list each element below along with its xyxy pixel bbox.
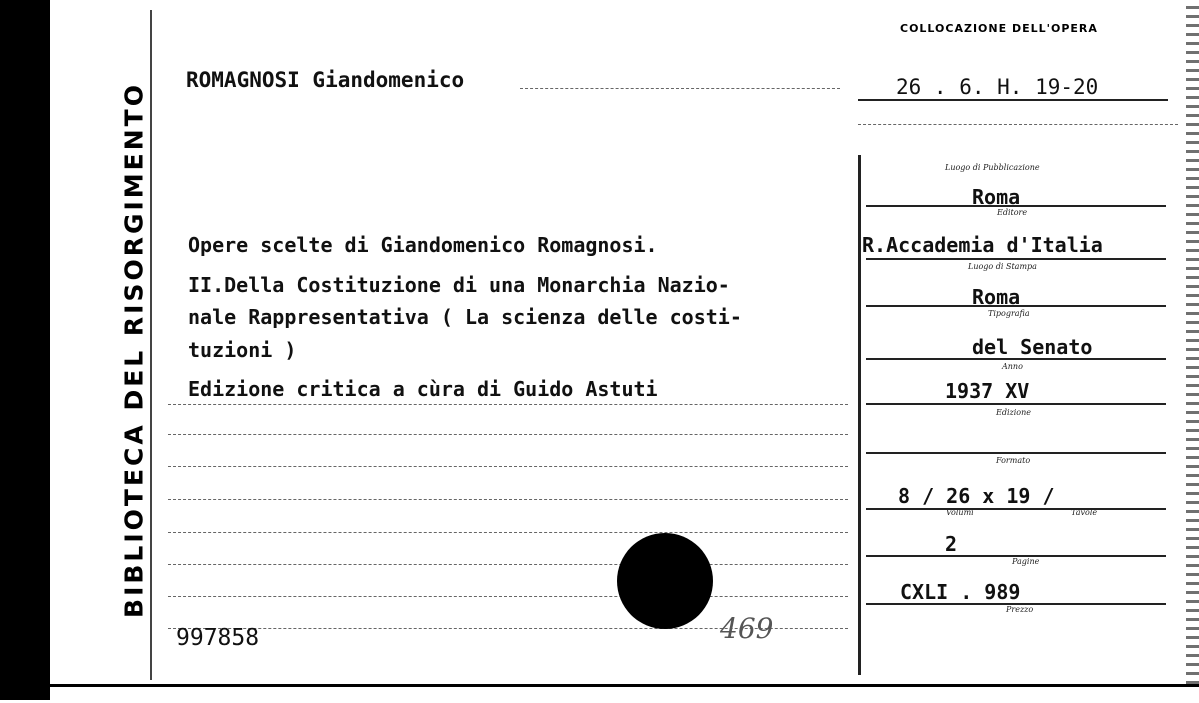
card-bottom-edge <box>50 684 1199 703</box>
margin-rule <box>150 10 152 680</box>
body-rule-4 <box>168 499 848 500</box>
year-rule <box>866 403 1166 405</box>
title-line-1: Opere scelte di Giandomenico Romagnosi. <box>188 233 658 257</box>
location-header: COLLOCAZIONE DELL'OPERA <box>900 22 1098 35</box>
shelfmark-rule-2 <box>858 124 1178 125</box>
shelfmark: 26 . 6. H. 19-20 <box>896 75 1099 99</box>
body-rule-2 <box>168 434 848 435</box>
shelfmark-rule <box>858 99 1168 101</box>
printer-value: del Senato <box>972 335 1093 359</box>
volumes-value: 2 <box>945 532 958 556</box>
place-label: Luogo di Pubblicazione <box>945 163 1040 172</box>
place-rule <box>866 205 1166 207</box>
body-rule-5 <box>168 532 848 533</box>
printer-label: Tipografia <box>988 309 1030 318</box>
year-value: 1937 XV <box>945 379 1030 403</box>
punch-hole <box>617 533 713 629</box>
volumes-label: Volumi <box>946 508 974 517</box>
body-rule-7 <box>168 596 848 597</box>
price-label: Prezzo <box>1006 605 1034 614</box>
library-name-text: BIBLIOTECA DEL RISORGIMENTO <box>119 82 149 618</box>
author-rule <box>520 88 840 89</box>
body-rule-1 <box>168 404 848 405</box>
pages-label: Pagine <box>1012 557 1040 566</box>
publisher-value: R.Accademia d'Italia <box>862 233 1103 257</box>
edition-label: Edizione <box>996 408 1031 417</box>
pages-value: CXLI . 989 <box>900 580 1021 604</box>
print-place-label: Luogo di Stampa <box>968 262 1037 271</box>
inventory-number: 997858 <box>176 625 260 651</box>
left-black-border <box>0 0 50 700</box>
library-name-vertical <box>114 0 154 700</box>
title-line-5: Edizione critica a cùra di Guido Astuti <box>188 377 658 401</box>
body-rule-3 <box>168 466 848 467</box>
handwritten-note: 469 <box>720 612 774 645</box>
title-line-4: tuzioni ) <box>188 338 297 362</box>
format-label: Formato <box>996 456 1031 465</box>
edition-rule <box>866 452 1166 454</box>
print-place-value: Roma <box>972 285 1021 309</box>
format-rule <box>866 508 1166 510</box>
place-value: Roma <box>972 185 1021 209</box>
format-value: 8 / 26 x 19 / <box>898 484 1055 508</box>
printer-rule <box>866 358 1166 360</box>
tables-label: Tavole <box>1071 508 1098 517</box>
print-place-rule <box>866 305 1166 307</box>
title-line-3: nale Rappresentativa ( La scienza delle costi- <box>188 305 742 329</box>
publisher-label: Editore <box>997 208 1028 217</box>
year-label: Anno <box>1002 362 1023 371</box>
card-right-edge <box>1186 0 1199 700</box>
author-name: ROMAGNOSI Giandomenico <box>186 68 465 92</box>
title-line-2: II.Della Costituzione di una Monarchia Nazio- <box>188 273 730 297</box>
body-rule-6 <box>168 564 848 565</box>
publisher-rule <box>866 258 1166 260</box>
